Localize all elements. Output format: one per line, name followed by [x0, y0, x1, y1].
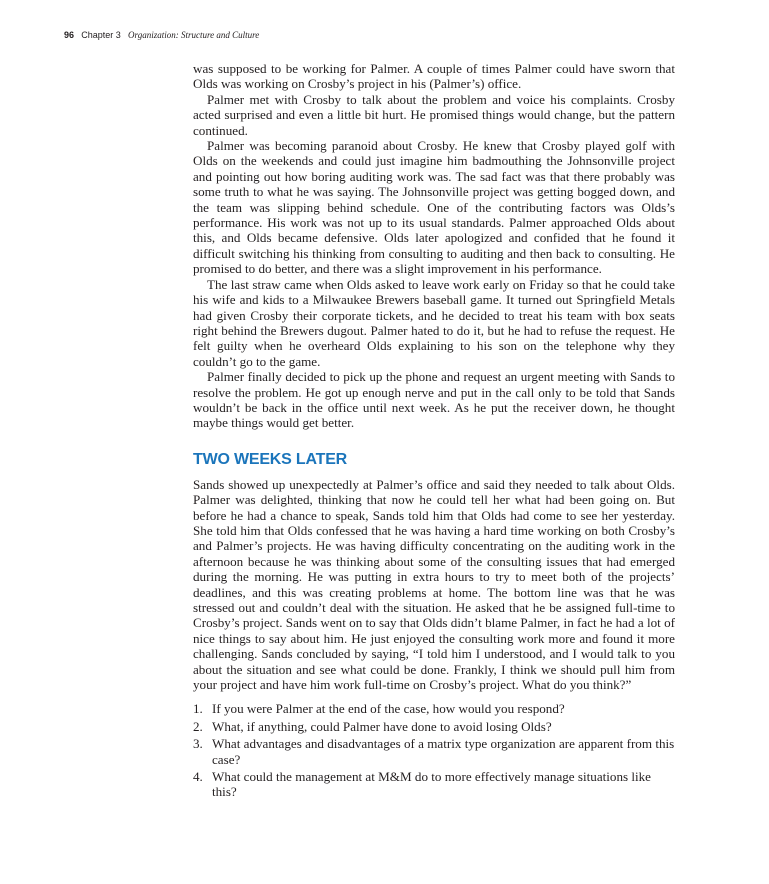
page-number: 96 [64, 30, 75, 40]
paragraph: The last straw came when Olds asked to leave work early on Friday so that he could take his wife and kids to a Milwaukee Brewers baseball game. It turned out Springfield Metals had given Crosby their corporate tickets, and he decided to treat his team with box seats right behind the Brewers dugout. Palmer hated to do it, but he had to refuse the request. He felt guilty when he overheard Olds explaining to his son on the telephone why they couldn’t go to the game. [193, 276, 675, 369]
chapter-label: Chapter 3 [81, 30, 121, 40]
question-number: 3. [193, 736, 203, 752]
running-head [64, 29, 259, 41]
paragraph-continued: was supposed to be working for Palmer. A couple of times Palmer could have sworn that Olds was working on Crosby’s project in his (Palmer’s) office. [193, 61, 675, 92]
question-number: 2. [193, 718, 203, 734]
section-heading: TWO WEEKS LATER [193, 450, 348, 468]
question-number: 4. [193, 769, 203, 785]
paragraph: Palmer finally decided to pick up the phone and request an urgent meeting with Sands to resolve the problem. He got up enough nerve and put in the call only to be told that Sands wouldn’t be back in the office until next week. As he put the receiver down, he thought maybe things would get better. [193, 369, 675, 431]
question-item [193, 736, 675, 767]
question-item [193, 701, 675, 716]
question-text: What could the management at M&M do to more effectively manage situations like this? [212, 769, 651, 800]
question-text: If you were Palmer at the end of the case, how would you respond? [212, 701, 565, 717]
question-item [193, 769, 675, 800]
paragraph: Palmer met with Crosby to talk about the problem and voice his complaints. Crosby acted surprised and even a little bit hurt. He promised things would change, but the pattern continued. [193, 91, 675, 138]
paragraph: Palmer was becoming paranoid about Crosby. He knew that Crosby played golf with Olds on the weekends and could just imagine him badmouthing the Johnsonville project and pointing out how boring auditing work was. The sad fact was that there probably was some truth to what he was saying. The Johnsonville project was getting bogged down, and the team was slipping behind schedule. One of the contributing factors was Olds’s performance. His work was not up to its usual standards. Palmer approached Olds about this, and Olds became defensive. Olds later apologized and confided that he found it difficult switching his thinking from consulting to auditing and then back to consulting. He promised to do better, and there was a slight improvement in his performance. [193, 138, 675, 277]
question-item [193, 719, 675, 734]
discussion-questions [193, 701, 675, 799]
question-text: What, if anything, could Palmer have done to avoid losing Olds? [212, 718, 552, 734]
section-paragraph: Sands showed up unexpectedly at Palmer’s office and said they needed to talk about Olds. Palmer was delighted, thinking that now he could tell her what had been going on. But before he had a chance to speak, Sands told him that Olds had come to see her yesterday. She told him that Olds confessed that he was having a hard time working on both Crosby’s and Palmer’s projects. He was having difficulty concentrating on the auditing work in the afternoon because he was thinking about some of the consulting issues that had emerged during the morning. He was putting in extra hours to try to meet both of the projects’ deadlines, and this was creating problems at home. The bottom line was that he was stressed out and couldn’t deal with the situation. He asked that he be assigned full-time to Crosby’s project. Sands went on to say that Olds didn’t blame Palmer, in fact he had a lot of nice things to say about him. He just enjoyed the consulting work more and found it more challenging. Sands concluded by saying, “I told him I understood, and I would talk to you about the situation and see what could be done. Frankly, I think we should pull him from your project and have him work full-time on Crosby’s project. What do you think?” [193, 476, 675, 693]
question-number: 1. [193, 701, 203, 717]
question-text: What advantages and disadvantages of a matrix type organization are apparent from this case? [212, 736, 675, 767]
chapter-title: Organization: Structure and Culture [128, 30, 260, 40]
page-body [193, 61, 675, 802]
